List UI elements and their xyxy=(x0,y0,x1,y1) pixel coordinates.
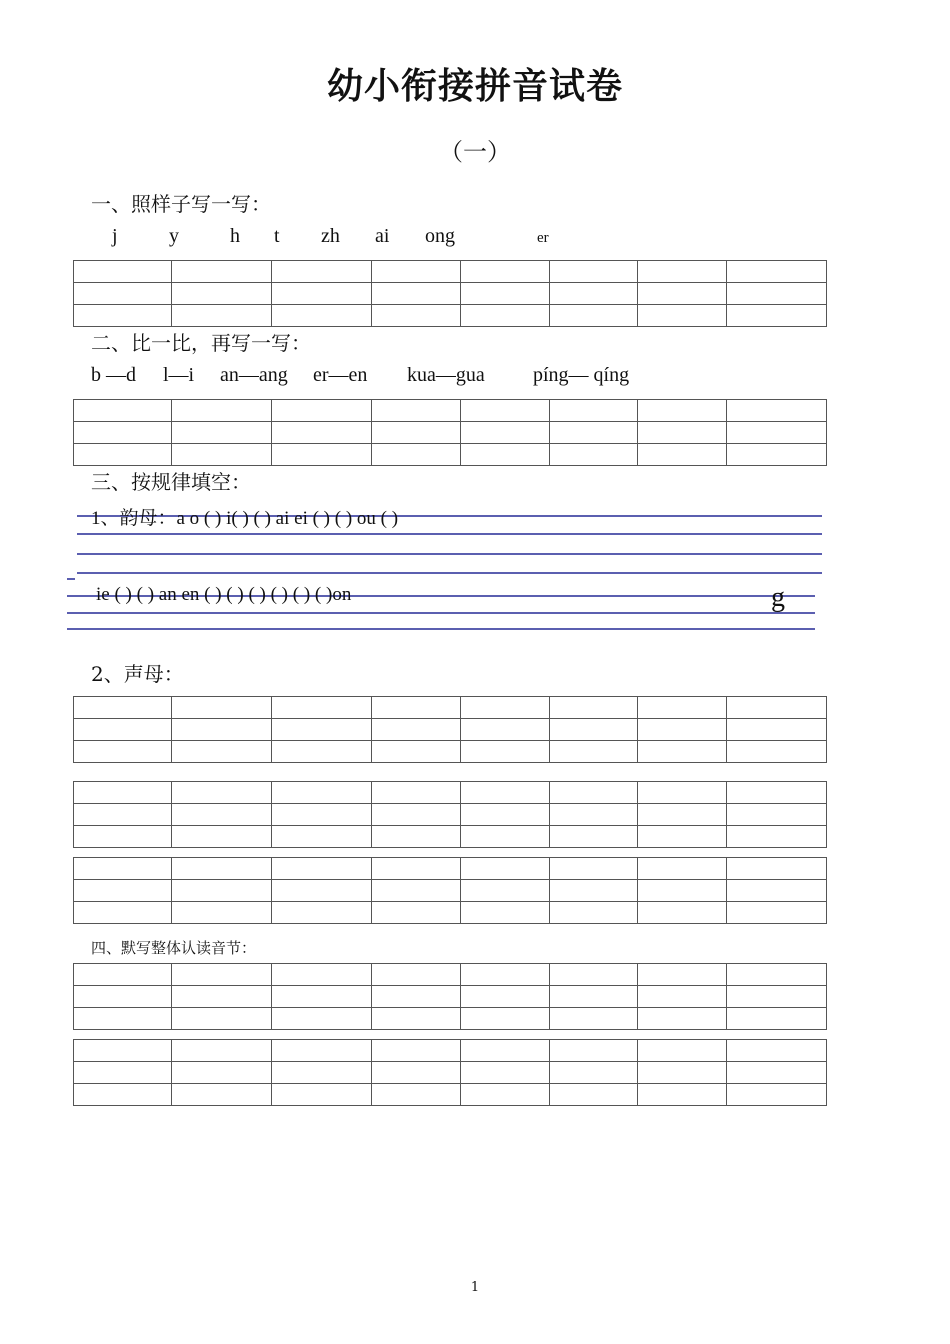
vowel-pattern-line: 1、韵母：a o ( ) i( ) ( ) ai ei ( ) ( ) ou ( ) xyxy=(91,508,399,529)
writing-grid xyxy=(73,260,827,327)
pinyin-item: ong xyxy=(425,225,455,247)
writing-grid xyxy=(73,696,827,763)
pinyin-item: t xyxy=(274,225,280,247)
pinyin-item: y xyxy=(169,225,179,247)
ruled-line xyxy=(77,533,822,535)
compare-item: er—en xyxy=(313,364,368,386)
ruled-line xyxy=(67,612,815,614)
page-number: 1 xyxy=(470,1280,480,1295)
compare-item: b —d xyxy=(91,364,136,386)
compare-item: kua—gua xyxy=(407,364,485,386)
pinyin-extra: er xyxy=(537,230,549,246)
pinyin-item: h xyxy=(230,225,240,247)
section4-heading: 四、默写整体认读音节： xyxy=(91,939,257,957)
writing-grid xyxy=(73,857,827,924)
writing-grid xyxy=(73,1039,827,1106)
pinyin-item: j xyxy=(112,225,118,247)
section1-heading: 一、照样子写一写： xyxy=(91,192,271,216)
page-title: 幼小衔接拼音试卷 xyxy=(326,65,623,107)
initials-heading: 2、声母： xyxy=(91,662,184,686)
ruled-line-mark xyxy=(67,578,75,580)
ruled-line xyxy=(77,553,822,555)
section3-heading: 三、按规律填空： xyxy=(91,470,251,494)
compare-item: l—i xyxy=(163,364,195,386)
compare-item: an—ang xyxy=(220,364,288,386)
section2-heading: 二、比一比，再写一写： xyxy=(91,331,311,355)
writing-grid xyxy=(73,781,827,848)
compare-item: píng— qíng xyxy=(533,364,630,386)
ruled-line xyxy=(67,628,815,630)
pinyin-item: ai xyxy=(375,225,390,247)
trailing-letter: g xyxy=(771,582,785,613)
writing-grid xyxy=(73,963,827,1030)
pinyin-item: zh xyxy=(321,225,340,247)
writing-grid xyxy=(73,399,827,466)
page-subtitle: （一） xyxy=(439,138,511,166)
vowel-pattern-line: ie ( ) ( ) an en ( ) ( ) ( ) ( ) ( ) ( )on xyxy=(96,584,352,605)
ruled-line xyxy=(77,572,822,574)
